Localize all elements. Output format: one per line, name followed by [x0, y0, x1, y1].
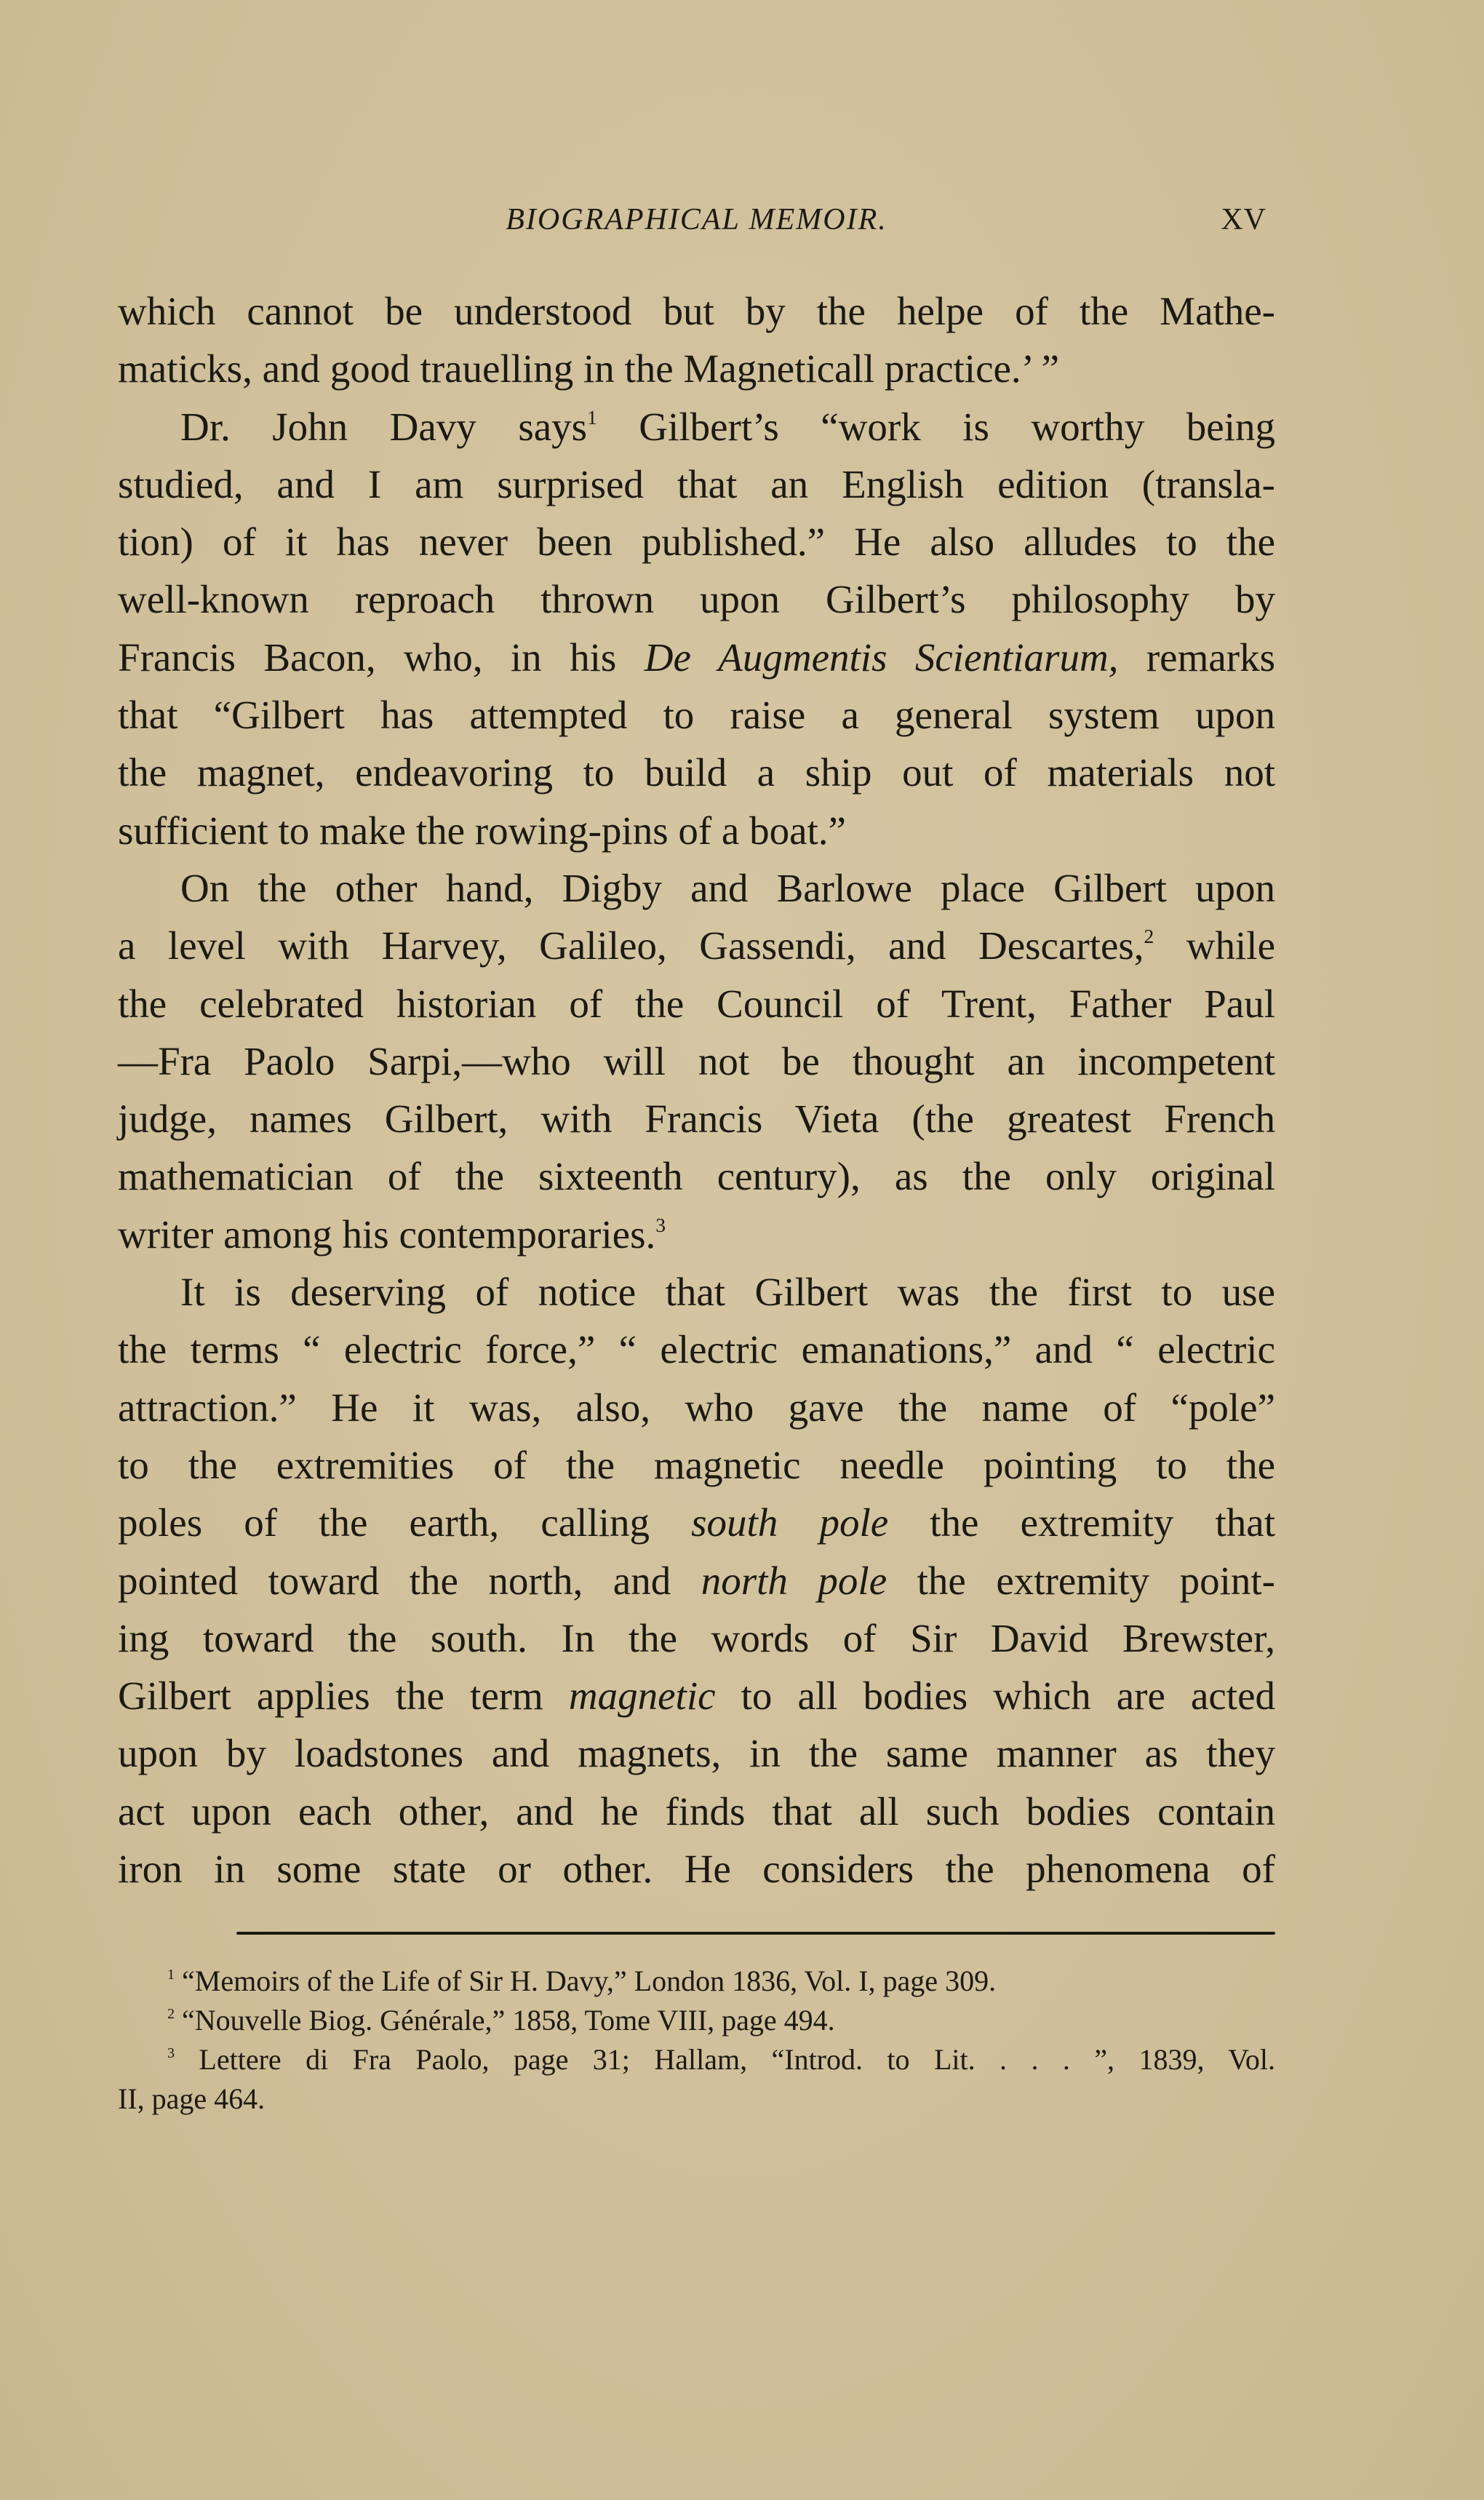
- text-line: [118, 686, 1275, 744]
- text-line: [118, 1147, 1275, 1205]
- text-run: —Fra Paolo Sarpi,—who will not be thought an incompetent: [118, 1038, 1275, 1083]
- text-line: [118, 455, 1275, 513]
- footnote-line: [118, 1962, 1275, 2001]
- page-number: XV: [1221, 203, 1266, 236]
- text-line: [118, 1206, 1275, 1263]
- text-run: well-known reproach thrown upon Gilbert’s philosophy by: [118, 577, 1275, 622]
- text-run: ing toward the south. In the words of Sir David Brewster,: [118, 1615, 1275, 1660]
- text-run: writer among his contemporaries.: [118, 1211, 656, 1257]
- footnote-marker: 3: [167, 2045, 175, 2061]
- text-line: [118, 917, 1275, 974]
- text-line: [118, 744, 1275, 801]
- text-run: sufficient to make the rowing-pins of a boat.”: [118, 808, 846, 853]
- text-line: [118, 1263, 1275, 1321]
- text-line: [118, 1032, 1275, 1090]
- text-run: remarks: [1118, 634, 1275, 680]
- text-line: [118, 1609, 1275, 1667]
- footnote-line: [118, 2001, 1275, 2040]
- text-run: the magnet, endeavoring to build a ship out of materials not: [118, 750, 1275, 795]
- text-run: pointed toward the north, and: [118, 1558, 701, 1603]
- text-line: [118, 282, 1275, 340]
- text-run: a level with Harvey, Galileo, Gassendi, and Descartes,: [118, 923, 1144, 968]
- text-run: studied, and I am surprised that an English edition (transla-: [118, 461, 1275, 506]
- text-line: [118, 802, 1275, 859]
- text-line: [118, 975, 1275, 1032]
- text-line: [118, 1552, 1275, 1609]
- text-run: act upon each other, and he finds that all such bodies contain: [118, 1788, 1275, 1834]
- footnote-marker: 2: [167, 2006, 175, 2022]
- italic-text: De Augmentis Scientiarum,: [644, 634, 1119, 680]
- text-line: [118, 340, 1275, 397]
- text-run: iron in some state or other. He considers the phenomena of: [118, 1847, 1275, 1892]
- text-run: “Memoirs of the Life of Sir H. Davy,” London 1836, Vol. I, page 309.: [175, 1964, 997, 1997]
- text-run: to all bodies which are acted: [715, 1673, 1275, 1719]
- italic-text: south pole: [691, 1500, 889, 1545]
- text-line: [118, 629, 1275, 686]
- running-title: BIOGRAPHICAL MEMOIR.: [506, 203, 887, 236]
- text-run: the extremity that: [888, 1500, 1275, 1545]
- text-line: [118, 1667, 1275, 1724]
- footnote-marker: 2: [1144, 925, 1154, 948]
- text-run: that “Gilbert has attempted to raise a general system upon: [118, 693, 1275, 738]
- text-line: [118, 1379, 1275, 1436]
- text-run: “Nouvelle Biog. Générale,” 1858, Tome VIII, page 494.: [175, 2004, 835, 2037]
- italic-text: magnetic: [568, 1673, 716, 1719]
- text-run: On the other hand, Digby and Barlowe place Gilbert upon: [180, 865, 1275, 910]
- text-run: II, page 464.: [118, 2082, 266, 2115]
- text-run: the terms “ electric force,” “ electric emanations,” and “ electric: [118, 1327, 1275, 1372]
- text-run: mathematician of the sixteenth century), as the only original: [118, 1154, 1275, 1199]
- text-line: [118, 1436, 1275, 1494]
- text-line: [118, 1724, 1275, 1782]
- text-line: [118, 1783, 1275, 1840]
- text-run: Dr. John Davy says: [180, 404, 588, 449]
- footnote-line: [118, 2079, 1275, 2119]
- text-run: upon by loadstones and magnets, in the same manner as they: [118, 1731, 1275, 1776]
- text-run: the extremity point-: [887, 1558, 1275, 1603]
- text-run: Gilbert’s “work is worthy being: [597, 404, 1275, 449]
- text-run: the celebrated historian of the Council of Trent, Father Paul: [118, 981, 1275, 1026]
- text-line: [118, 513, 1275, 570]
- text-run: judge, names Gilbert, with Francis Vieta (the greatest French: [118, 1096, 1275, 1142]
- text-line: [118, 1321, 1275, 1378]
- text-run: Francis Bacon, who, in his: [118, 634, 645, 680]
- running-head: [118, 202, 1275, 238]
- footnote-marker: 1: [167, 1967, 175, 1983]
- text-line: [118, 1090, 1275, 1147]
- text-run: to the extremities of the magnetic needle pointing to the: [118, 1442, 1275, 1487]
- footnote-line: [118, 2040, 1275, 2079]
- text-line: [118, 859, 1275, 917]
- text-run: tion) of it has never been published.” He also alludes to the: [118, 519, 1275, 565]
- text-run: maticks, and good trauelling in the Magneticall practice.’ ”: [118, 346, 1060, 391]
- text-run: which cannot be understood but by the helpe of the Mathe-: [118, 289, 1275, 333]
- text-run: attraction.” He it was, also, who gave the name of “pole”: [118, 1385, 1275, 1430]
- text-run: while: [1154, 923, 1275, 968]
- footnote-rule: [236, 1932, 1275, 1935]
- text-run: poles of the earth, calling: [118, 1500, 692, 1545]
- body-text: [118, 282, 1275, 1898]
- text-line: [118, 570, 1275, 628]
- footnotes: [118, 1962, 1275, 2119]
- text-line: [118, 1840, 1275, 1898]
- text-run: Gilbert applies the term: [118, 1673, 569, 1719]
- text-line: [118, 398, 1275, 455]
- footnote-marker: 3: [655, 1213, 666, 1236]
- text-line: [118, 1494, 1275, 1551]
- italic-text: north pole: [701, 1558, 887, 1603]
- footnote-marker: 1: [587, 405, 597, 429]
- text-run: It is deserving of notice that Gilbert was the first to use: [180, 1270, 1275, 1315]
- text-run: Lettere di Fra Paolo, page 31; Hallam, “Introd. to Lit. . . . ”, 1839, Vol.: [175, 2043, 1275, 2076]
